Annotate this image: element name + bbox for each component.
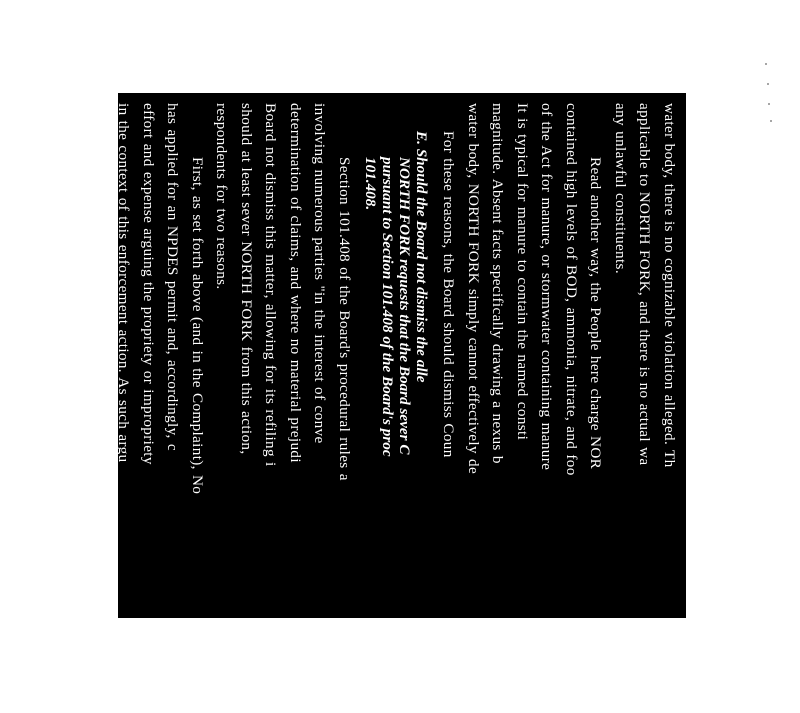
text-line: has applied for an NPDES permit and, accordingly, c [164,103,182,451]
text-line: in the context of this enforcement action. As such argu [115,103,133,463]
scan-speck [767,83,769,85]
text-line: effort and expense arguing the propriety or impropriety [140,103,157,465]
text-line: water body, there is no cognizable violation alleged. Th [661,103,678,468]
section-heading: pursuant to Section 101.408 of the Board's proc [379,157,396,457]
scan-speck [768,103,770,105]
text-line: should at least sever NORTH FORK from this action, [238,103,255,455]
text-line: magnitude. Absent facts specifically drawing a nexus b [489,103,507,464]
text-line: of the Act for manure, or stormwater containing manure [538,103,556,471]
text-line: respondents for two reasons. [213,103,231,290]
scanned-page [91,93,686,618]
text-line: contained high levels of BOD, ammonia, nitrate, and foo [563,103,580,476]
text-line: involving numerous parties "in the interest of conve [311,103,329,444]
section-heading: E. Should the Board not dismiss the alle [413,131,430,383]
text-line: It is typical for manure to contain the named consti [514,103,531,441]
text-line: any unlawful constituents. [612,103,629,274]
text-line: First, as set forth above (and in the Complaint), No [189,157,206,495]
text-line: water body, NORTH FORK simply cannot effectively de [465,103,482,475]
text-line: Board not dismiss this matter, allowing for its refiling i [262,103,280,467]
scan-speck [765,63,767,65]
text-line: applicable to NORTH FORK, and there is no actual wa [636,103,654,466]
page-text [91,93,684,713]
text-line: determination of claims, and where no material prejudi [287,103,304,463]
text-line: Read another way, the People here charge NOR [587,157,605,470]
text-line: For these reasons, the Board should dismiss Coun [440,131,458,458]
text-line: Section 101.408 of the Board's procedural rules a [336,157,353,481]
section-heading: 101.408. [362,157,379,211]
text-line: PSM's filings, it would serve the interests of justice to se [91,103,108,479]
section-heading: NORTH FORK requests that the Board sever C [396,157,413,455]
scan-speck [770,120,772,122]
